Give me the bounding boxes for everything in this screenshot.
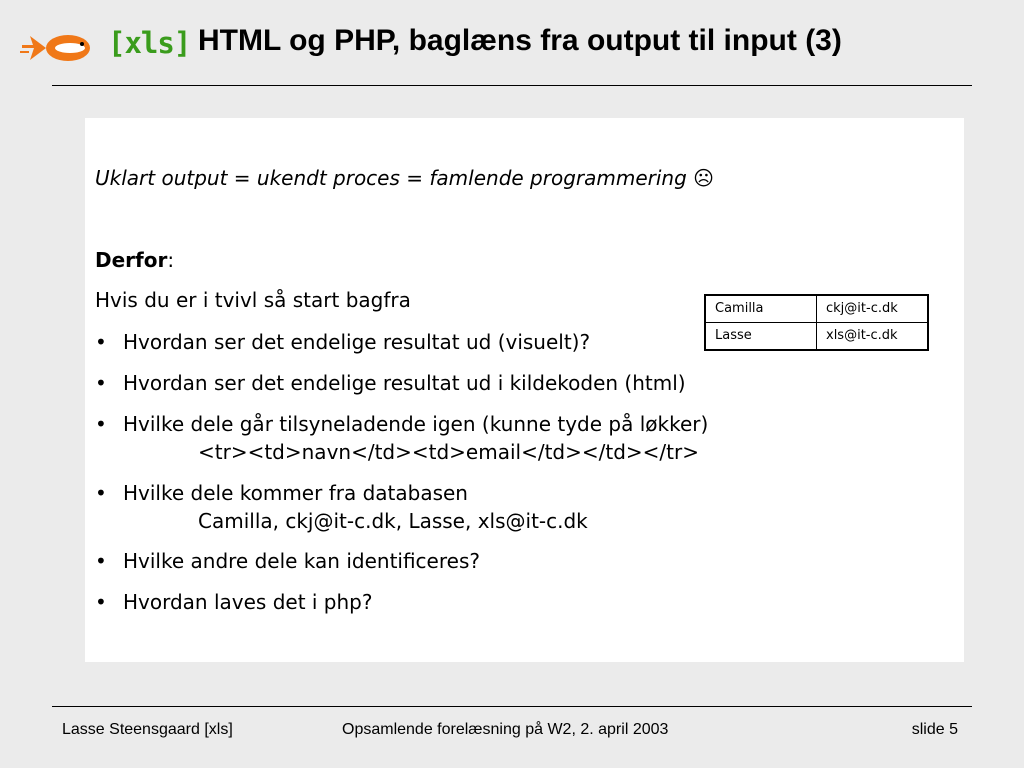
slide-number: slide 5	[911, 721, 958, 738]
logo-text: [xls]	[108, 26, 191, 60]
content-panel	[85, 118, 964, 662]
bullet-glyph: •	[95, 549, 107, 573]
table-cell-email: xls@it-c.dk	[817, 323, 929, 351]
intro-text: Uklart output = ukendt proces = famlende programmering ☹	[95, 166, 715, 190]
bullet-glyph: •	[95, 412, 107, 436]
list-item-text: Hvordan ser det endelige resultat ud i kildekoden (html)	[123, 371, 686, 395]
xls-logo	[20, 26, 191, 68]
table-cell-name: Lasse	[705, 323, 817, 351]
list-item-subtext: <tr><td>navn</td><td>email</td></td></tr>	[198, 440, 699, 464]
footer-divider	[52, 706, 972, 707]
table-cell-email: ckj@it-c.dk	[817, 295, 929, 323]
footer-author: Lasse Steensgaard [xls]	[62, 721, 233, 738]
therefore-label: Derfor	[95, 248, 168, 272]
bullet-glyph: •	[95, 481, 107, 505]
table-cell-name: Camilla	[705, 295, 817, 323]
table-row	[705, 295, 928, 323]
bullet-glyph: •	[95, 330, 107, 354]
footer-event: Opsamlende forelæsning på W2, 2. april 2003	[342, 721, 669, 738]
therefore-colon: :	[167, 248, 175, 272]
list-item-text: Hvilke dele kommer fra databasen	[123, 481, 468, 505]
header-divider	[52, 85, 972, 86]
slide-title: HTML og PHP, baglæns fra output til input (3)	[198, 24, 842, 57]
list-item-text: Hvordan ser det endelige resultat ud (visuelt)?	[123, 330, 591, 354]
list-item-text: Hvordan laves det i php?	[123, 590, 373, 614]
example-output-table	[704, 294, 929, 351]
table-row	[705, 323, 928, 351]
bullet-glyph: •	[95, 371, 107, 395]
list-item-text: Hvilke andre dele kan identificeres?	[123, 549, 480, 573]
therefore-heading	[95, 248, 174, 272]
list-item-text: Hvilke dele går tilsyneladende igen (kunne tyde på løkker)	[123, 412, 709, 436]
if-in-doubt-text: Hvis du er i tvivl så start bagfra	[95, 288, 411, 312]
list-item-subtext: Camilla, ckj@it-c.dk, Lasse, xls@it-c.dk	[198, 509, 588, 533]
fish-logo-icon	[20, 28, 104, 68]
bullet-glyph: •	[95, 590, 107, 614]
